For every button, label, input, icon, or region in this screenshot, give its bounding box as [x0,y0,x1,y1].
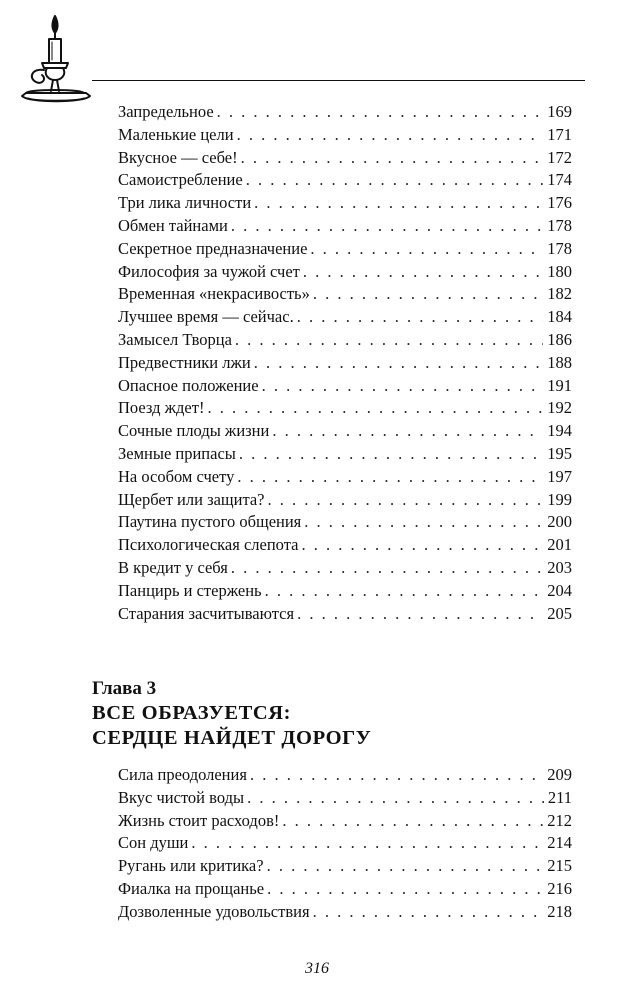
toc-entry-page: 172 [547,147,572,167]
toc-entry-page: 178 [547,238,572,258]
chapter-title-line2: СЕРДЦЕ НАЙДЕТ ДОРОГУ [92,727,372,749]
toc-entry [118,832,572,855]
toc-entry-page: 180 [547,261,572,281]
toc-entry-title: Вкусное — себе! [118,147,238,167]
toc-leader-dots [294,603,543,626]
toc-entry-page: 192 [547,398,572,418]
toc-entry-page: 195 [547,443,572,463]
toc-entry-title: Сон души [118,833,189,853]
toc-leader-dots [228,215,543,238]
toc-entry-page: 214 [547,833,572,853]
toc-entry-page: 201 [547,535,572,555]
toc-entry-title: Сила преодоления [118,765,247,784]
toc-leader-dots [238,147,544,170]
toc-entry-title: Три лика личности [118,193,252,213]
toc-entry-title: Самоистребление [118,170,243,190]
toc-entry-title: На особом счету [118,466,235,486]
toc-entry-page: 200 [547,512,572,532]
toc-leader-dots [243,169,544,192]
toc-leader-dots [310,283,543,306]
toc-leader-dots [247,764,543,787]
toc-leader-dots [269,420,543,443]
toc-leader-dots [310,901,544,924]
toc-entry-title: Старания засчитываются [118,603,295,623]
toc-entry-page: 182 [547,284,572,304]
toc-entry-page: 218 [547,901,572,921]
chapter-label: Глава 3 [92,678,157,699]
toc-entry-page: 199 [547,489,572,509]
toc-entry [118,878,572,901]
toc-entry [118,466,572,489]
toc-entry-page: 176 [547,193,572,213]
toc-entry [118,603,572,626]
toc-entry-title: Обмен тайнами [118,215,228,235]
candlestick-icon [14,12,100,112]
toc-entry [118,147,572,170]
toc-entry-page: 215 [547,856,572,876]
toc-entry [118,215,572,238]
toc-entry [118,169,572,192]
toc-entry-title: Дозволенные удовольствия [118,901,310,921]
toc-entry-title: В кредит у себя [118,557,228,577]
toc-leader-dots [236,443,543,466]
toc-entry-title: Философия за чужой счет [118,261,300,281]
toc-entry [118,489,572,512]
toc-entry-title: Поезд ждет! [118,398,205,418]
toc-entry-title: Секретное предназначение [118,238,308,258]
toc-entry-title: Психологическая слепота [118,535,299,555]
toc-entry-page: 211 [547,787,572,807]
toc-entry-page: 188 [547,352,572,372]
toc-leader-dots [188,832,543,855]
toc-entry-page: 191 [547,375,572,395]
toc-entry-title: Паутина пустого общения [118,512,302,532]
toc-leader-dots [251,352,544,375]
toc-entry [118,787,572,810]
toc-entry [118,124,572,147]
toc-entry-title: Предвестники лжи [118,352,251,372]
toc-entry-title: Ругань или критика? [118,856,264,876]
toc-entry-page: 169 [547,102,572,121]
toc-leader-dots [244,787,544,810]
toc-entry [118,329,572,352]
toc-leader-dots [228,557,543,580]
toc-entry [118,306,572,329]
toc-leader-dots [298,534,543,557]
toc-entry-title: Вкус чистой воды [118,787,245,807]
toc-entry-page: 204 [547,580,572,600]
toc-entry [118,375,572,398]
toc-leader-dots [300,261,543,284]
toc-entry [118,397,572,420]
toc-entry [118,283,572,306]
toc-leader-dots [234,466,543,489]
toc-entry-title: Маленькие цели [118,124,234,144]
toc-entry-page: 216 [547,878,572,898]
toc-list-previous-chapter [118,101,572,625]
toc-entry-title: Опасное положение [118,375,259,395]
toc-leader-dots [259,375,544,398]
toc-entry-title: Земные припасы [118,443,236,463]
toc-entry-title: Запредельное [118,102,214,121]
toc-entry-page: 209 [547,765,572,784]
toc-leader-dots [251,192,543,215]
toc-entry-title: Сочные плоды жизни [118,421,270,441]
toc-entry-title: Временная «некрасивость» [118,284,310,304]
toc-entry [118,580,572,603]
toc-entry [118,810,572,833]
toc-entry-title: Замысел Творца [118,329,232,349]
toc-leader-dots [265,489,544,512]
toc-entry [118,557,572,580]
toc-leader-dots [234,124,544,147]
toc-leader-dots [214,101,544,124]
toc-leader-dots [264,855,544,878]
toc-entry-page: 178 [547,215,572,235]
toc-leader-dots [294,306,544,329]
chapter-heading [92,677,592,751]
toc-entry-title: Жизнь стоит расходов! [118,810,280,830]
toc-entry [118,192,572,215]
toc-list-chapter-3 [118,764,572,924]
toc-entry-page: 171 [547,124,572,144]
toc-leader-dots [307,238,543,261]
toc-leader-dots [262,580,544,603]
toc-leader-dots [264,878,543,901]
toc-entry-page: 184 [547,307,572,327]
toc-entry [118,764,572,787]
toc-entry [118,420,572,443]
toc-entry-page: 205 [547,603,572,623]
chapter-title-line1: ВСЕ ОБРАЗУЕТСЯ: [92,702,292,724]
toc-entry-page: 197 [547,466,572,486]
toc-entry-title: Панцирь и стержень [118,580,262,600]
toc-entry [118,101,572,124]
toc-leader-dots [232,329,543,352]
toc-entry [118,511,572,534]
toc-entry [118,855,572,878]
toc-entry [118,534,572,557]
toc-entry-page: 194 [547,421,572,441]
toc-entry-page: 203 [547,557,572,577]
toc-entry [118,238,572,261]
toc-entry-page: 212 [547,810,572,830]
toc-entry [118,901,572,924]
toc-leader-dots [204,397,543,420]
toc-entry-page: 186 [547,329,572,349]
toc-entry [118,443,572,466]
toc-entry-title: Лучшее время — сейчас. [118,307,294,327]
toc-entry-title: Фиалка на прощанье [118,878,265,898]
toc-leader-dots [301,511,543,534]
toc-entry-page: 174 [547,170,572,190]
toc-entry [118,352,572,375]
toc-leader-dots [279,810,543,833]
page-number: 316 [305,960,329,977]
header-rule [92,80,585,81]
toc-entry-title: Щербет или защита? [118,489,265,509]
toc-entry [118,261,572,284]
